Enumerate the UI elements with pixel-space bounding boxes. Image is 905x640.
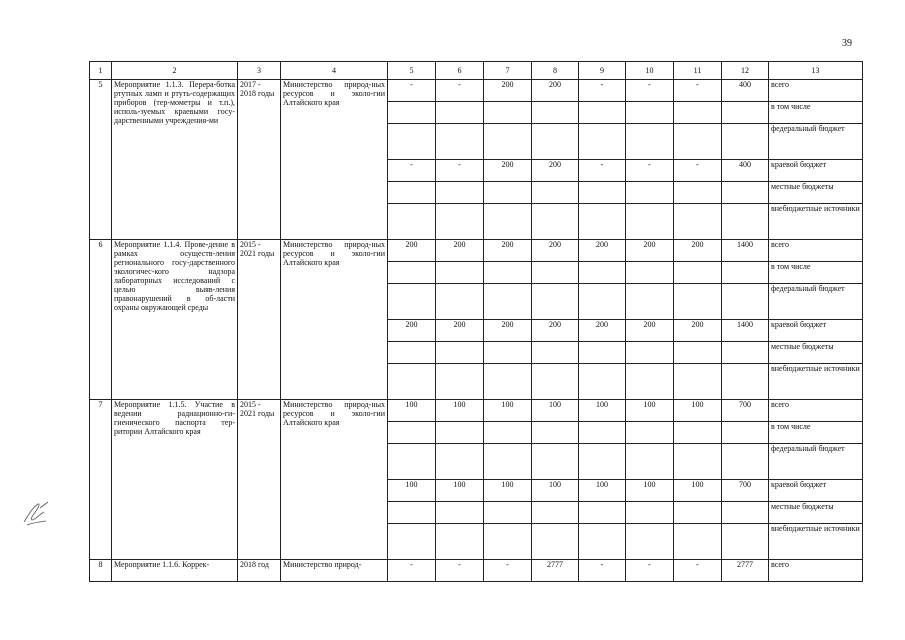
funding-value (436, 364, 484, 400)
measure-row (90, 240, 863, 262)
funding-value: 100 (484, 480, 532, 502)
funding-source: краевой бюджет (769, 320, 863, 342)
funding-value: - (436, 560, 484, 582)
funding-source: всего (769, 560, 863, 582)
funding-value: 200 (484, 160, 532, 182)
measure-years: 2017 - 2018 годы (238, 80, 281, 240)
funding-value (436, 524, 484, 560)
column-header: 11 (674, 62, 722, 80)
funding-value: 100 (388, 480, 436, 502)
funding-value: 100 (388, 400, 436, 422)
funding-value: 200 (436, 320, 484, 342)
funding-value: 100 (626, 400, 674, 422)
measure-agency: Министерство природ-ных ресурсов и эколо-гии Алтайского края (281, 400, 388, 560)
funding-value: 100 (436, 400, 484, 422)
funding-value: 100 (436, 480, 484, 502)
measure-index: 7 (90, 400, 112, 560)
funding-value (388, 284, 436, 320)
funding-value (626, 364, 674, 400)
funding-value (484, 102, 532, 124)
funding-value (388, 102, 436, 124)
funding-value (436, 284, 484, 320)
measure-agency: Министерство природ-ных ресурсов и эколо-гии Алтайского края (281, 80, 388, 240)
funding-source: в том числе (769, 102, 863, 124)
funding-value: 200 (436, 240, 484, 262)
column-header: 2 (112, 62, 238, 80)
funding-value (484, 524, 532, 560)
column-header: 5 (388, 62, 436, 80)
funding-value: 100 (532, 400, 579, 422)
funding-value: 2777 (532, 560, 579, 582)
funding-value (674, 342, 722, 364)
funding-value (722, 422, 769, 444)
funding-value (388, 182, 436, 204)
funding-value: 100 (626, 480, 674, 502)
measure-description: Мероприятие 1.1.4. Прове-дение в рамках осуществ-ления регионального госу-дарственного экологичес-кого надзора лабораторных исследований с целью выяв-ления правонарушений в об-ласти охраны окружающей среды (112, 240, 238, 400)
funding-value (484, 262, 532, 284)
funding-value: - (674, 560, 722, 582)
funding-value (436, 422, 484, 444)
funding-value (484, 342, 532, 364)
funding-value (626, 502, 674, 524)
column-header: 8 (532, 62, 579, 80)
funding-value (674, 364, 722, 400)
funding-value (722, 444, 769, 480)
funding-value (722, 284, 769, 320)
funding-value: - (579, 560, 626, 582)
funding-source: краевой бюджет (769, 480, 863, 502)
funding-source: местные бюджеты (769, 182, 863, 204)
funding-value (626, 262, 674, 284)
column-header: 10 (626, 62, 674, 80)
funding-value: - (579, 160, 626, 182)
funding-value (674, 524, 722, 560)
funding-value (388, 204, 436, 240)
funding-value: - (388, 80, 436, 102)
funding-value (436, 124, 484, 160)
funding-value: 200 (579, 240, 626, 262)
funding-value (484, 502, 532, 524)
funding-value: - (674, 80, 722, 102)
funding-value (484, 284, 532, 320)
funding-value (579, 502, 626, 524)
funding-value: 200 (532, 160, 579, 182)
column-header: 6 (436, 62, 484, 80)
funding-value (532, 342, 579, 364)
funding-value (484, 422, 532, 444)
funding-value (388, 124, 436, 160)
funding-value (436, 204, 484, 240)
funding-value (579, 342, 626, 364)
measure-description: Мероприятие 1.1.5. Участие в ведении радиационно-ги-гиенического паспорта тер-ритории Алтайского края (112, 400, 238, 560)
measure-years: 2015 - 2021 годы (238, 240, 281, 400)
measure-index: 8 (90, 560, 112, 582)
funding-value (484, 124, 532, 160)
funding-value (674, 422, 722, 444)
funding-value: 2777 (722, 560, 769, 582)
funding-value (626, 444, 674, 480)
funding-source: внебюджетные источники (769, 364, 863, 400)
funding-value (626, 422, 674, 444)
funding-value: 400 (722, 160, 769, 182)
funding-value (579, 124, 626, 160)
funding-value (722, 124, 769, 160)
funding-source: внебюджетные источники (769, 524, 863, 560)
funding-value (674, 444, 722, 480)
funding-value (626, 524, 674, 560)
funding-value: 200 (484, 240, 532, 262)
funding-value: 1400 (722, 320, 769, 342)
funding-value (532, 524, 579, 560)
funding-value (579, 204, 626, 240)
funding-source: федеральный бюджет (769, 284, 863, 320)
funding-value: 100 (674, 480, 722, 502)
funding-value (484, 364, 532, 400)
funding-value (722, 364, 769, 400)
funding-value (436, 342, 484, 364)
funding-value: 100 (579, 480, 626, 502)
funding-value: - (436, 160, 484, 182)
funding-value (579, 364, 626, 400)
funding-source: всего (769, 240, 863, 262)
funding-value (532, 364, 579, 400)
measure-description: Мероприятие 1.1.6. Коррек- (112, 560, 238, 582)
measure-row (90, 80, 863, 102)
funding-source: внебюджетные источники (769, 204, 863, 240)
column-number-row (90, 62, 863, 80)
funding-value: - (674, 160, 722, 182)
funding-value (579, 262, 626, 284)
funding-value: 1400 (722, 240, 769, 262)
funding-value: - (388, 560, 436, 582)
funding-value: 200 (532, 240, 579, 262)
funding-value (674, 502, 722, 524)
funding-value (436, 102, 484, 124)
funding-value (436, 502, 484, 524)
funding-value (626, 284, 674, 320)
column-header: 12 (722, 62, 769, 80)
funding-value (532, 444, 579, 480)
funding-value: - (436, 80, 484, 102)
funding-value: 200 (626, 320, 674, 342)
funding-value (674, 262, 722, 284)
funding-value (532, 502, 579, 524)
funding-value: - (388, 160, 436, 182)
funding-value: 200 (484, 320, 532, 342)
measure-index: 6 (90, 240, 112, 400)
measure-index: 5 (90, 80, 112, 240)
funding-value (722, 342, 769, 364)
funding-value: - (626, 160, 674, 182)
funding-value (626, 124, 674, 160)
funding-value (388, 262, 436, 284)
funding-value (626, 204, 674, 240)
funding-value (626, 342, 674, 364)
funding-value: 100 (579, 400, 626, 422)
page-number: 39 (842, 38, 852, 49)
funding-value: 200 (626, 240, 674, 262)
funding-value (722, 204, 769, 240)
funding-value (579, 284, 626, 320)
funding-value: 200 (532, 320, 579, 342)
funding-value (436, 444, 484, 480)
funding-value: 200 (674, 320, 722, 342)
handwritten-signature (18, 498, 58, 528)
funding-source: всего (769, 400, 863, 422)
funding-source: краевой бюджет (769, 160, 863, 182)
funding-value (484, 204, 532, 240)
funding-source: федеральный бюджет (769, 444, 863, 480)
funding-value (674, 284, 722, 320)
funding-value (388, 342, 436, 364)
funding-value: 400 (722, 80, 769, 102)
funding-value (674, 182, 722, 204)
funding-value (722, 182, 769, 204)
funding-value (532, 102, 579, 124)
column-header: 1 (90, 62, 112, 80)
funding-value: 700 (722, 400, 769, 422)
funding-source: федеральный бюджет (769, 124, 863, 160)
funding-value: - (579, 80, 626, 102)
measure-agency: Министерство природ-ных ресурсов и эколо-гии Алтайского края (281, 240, 388, 400)
funding-value (388, 524, 436, 560)
measure-years: 2018 год (238, 560, 281, 582)
column-header: 9 (579, 62, 626, 80)
funding-value (484, 444, 532, 480)
funding-value (674, 124, 722, 160)
funding-value: 700 (722, 480, 769, 502)
column-header: 13 (769, 62, 863, 80)
funding-value (388, 364, 436, 400)
funding-value: 200 (532, 80, 579, 102)
funding-value (722, 102, 769, 124)
funding-value: 200 (674, 240, 722, 262)
funding-value (532, 262, 579, 284)
funding-value: - (484, 560, 532, 582)
funding-source: в том числе (769, 262, 863, 284)
funding-value (532, 182, 579, 204)
funding-value (388, 502, 436, 524)
funding-value (674, 204, 722, 240)
funding-value (532, 124, 579, 160)
funding-value (532, 284, 579, 320)
funding-source: местные бюджеты (769, 502, 863, 524)
funding-value: 100 (484, 400, 532, 422)
funding-value: 100 (532, 480, 579, 502)
funding-value (579, 102, 626, 124)
funding-value: 200 (579, 320, 626, 342)
funding-value (388, 422, 436, 444)
funding-value: 100 (674, 400, 722, 422)
funding-value: - (626, 560, 674, 582)
funding-source: в том числе (769, 422, 863, 444)
funding-value (579, 444, 626, 480)
funding-value (579, 524, 626, 560)
funding-value (579, 422, 626, 444)
measure-row (90, 560, 863, 582)
funding-value (436, 182, 484, 204)
funding-value (436, 262, 484, 284)
funding-value (532, 422, 579, 444)
funding-value: 200 (388, 320, 436, 342)
column-header: 4 (281, 62, 388, 80)
funding-value (674, 102, 722, 124)
funding-value (722, 524, 769, 560)
funding-value: - (626, 80, 674, 102)
funding-value (484, 182, 532, 204)
funding-value (626, 102, 674, 124)
funding-source: местные бюджеты (769, 342, 863, 364)
program-measures-table (89, 61, 863, 582)
funding-value (579, 182, 626, 204)
measure-description: Мероприятие 1.1.3. Перера-ботка ртутных ламп и ртуть-содержащих приборов (тер-мометры и т.п.), исполь-зуемых краевыми госу-дарственными учреждения-ми (112, 80, 238, 240)
funding-value (722, 502, 769, 524)
funding-value (532, 204, 579, 240)
funding-value: 200 (388, 240, 436, 262)
column-header: 3 (238, 62, 281, 80)
measure-row (90, 400, 863, 422)
funding-value (626, 182, 674, 204)
funding-value (722, 262, 769, 284)
measure-agency: Министерство природ- (281, 560, 388, 582)
funding-value: 200 (484, 80, 532, 102)
column-header: 7 (484, 62, 532, 80)
funding-source: всего (769, 80, 863, 102)
funding-value (388, 444, 436, 480)
measure-years: 2015 - 2021 годы (238, 400, 281, 560)
